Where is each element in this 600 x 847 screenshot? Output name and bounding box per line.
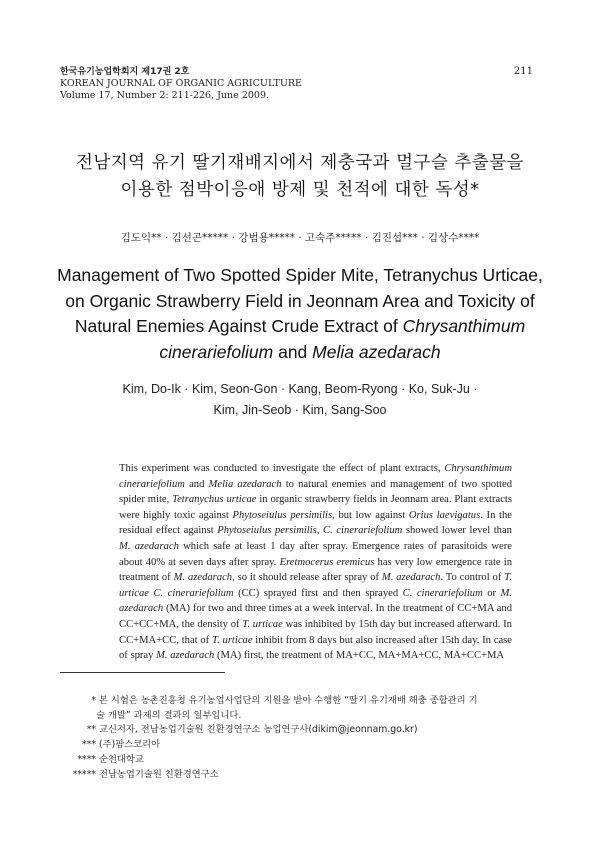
title-korean-line-1: 전남지역 유기 딸기재배지에서 제충국과 멀구슬 추출물을: [75, 153, 525, 173]
footnote-text-continued: 술 개발” 과제의 결과의 일부입니다.: [96, 709, 242, 721]
title-english: [30, 263, 570, 365]
abstract-text: . In the residual effect against: [119, 509, 512, 537]
abstract-text: This experiment was conducted to investigate the effect of plant extracts,: [119, 463, 445, 474]
footnote-text: 전남농업기술원 친환경연구소: [98, 768, 219, 780]
abstract-text: or: [482, 587, 501, 599]
authors-english: [60, 379, 540, 421]
authors-english-line-2: Kim, Jin-Seob · Kim, Sang-Soo: [213, 403, 387, 417]
abstract-text: showed lower level than: [402, 525, 512, 537]
footnote-1: [60, 694, 530, 723]
title-english-line-4: [30, 340, 570, 366]
authors-korean: 김도익** · 김선곤***** · 강범용***** · 고숙주***** · 김진섭*** · 김상수****: [120, 232, 480, 244]
footnote-text: 교신저자, 전남농업기술원 친환경연구소 농업연구사(dikim@jeonnam.go.kr): [98, 724, 418, 736]
abstract-species: Eretmocerus eremicus: [279, 556, 375, 568]
abstract-text: to natural enemies and management of two spotted spider mite,: [119, 478, 512, 506]
title-species: cinerariefolium: [159, 341, 274, 362]
abstract-species: M. azedarach: [381, 572, 441, 584]
abstract-species: C. cinerariefolium: [402, 587, 483, 599]
title-english-line-1: Management of Two Spotted Spider Mite, Tetranychus Urticae,: [57, 265, 543, 285]
journal-name-kr: 한국유기농업학회지 제17권 2호: [60, 67, 190, 77]
footnote-mark: ****: [77, 753, 96, 765]
abstract-text: (MA) first, the treatment of MA+CC, MA+MA+CC, MA+CC+MA: [214, 650, 505, 662]
abstract-text: and: [184, 478, 209, 490]
abstract-text: inhibit from 8 days but also increased after 15th day. In case of spray: [119, 634, 512, 662]
abstract-text: which safe at least 1 day after spray. Emergence rates of parasitoids were about 40% at seven days after spray.: [119, 540, 512, 568]
footnote-divider: [60, 672, 225, 673]
abstract-species: M. azedarach: [173, 572, 233, 584]
title-species: Chrysanthimum: [402, 316, 526, 336]
abstract-text: was inhibited by 15th day but increased afterward. In CC+MA+CC, that of: [119, 618, 512, 646]
authors-english-line-1: Kim, Do-Ik · Kim, Seon-Gon · Kang, Beom-Ryong · Ko, Suk-Ju ·: [122, 382, 478, 396]
abstract-text: in organic strawberry fields in Jeonnam area. Plant extracts were highly toxic against: [119, 494, 512, 521]
abstract-text: , but low against: [332, 509, 409, 521]
title-species: Melia azedarach: [312, 341, 441, 362]
abstract-text: (CC) sprayed first and then sprayed: [233, 587, 403, 599]
title-english-line-2: on Organic Strawberry Field in Jeonnam Area and Toxicity of: [65, 290, 535, 311]
footnote-text: 순천대학교: [98, 753, 144, 765]
footnote-3: [60, 738, 530, 753]
abstract-species: Phytoseiulus persimilis, C. cinerariefolium: [217, 525, 403, 537]
abstract-species: M. azedarach: [119, 587, 512, 615]
page-number: 211: [513, 66, 533, 77]
footnote-2: [60, 723, 530, 738]
abstract-species: M. azedarach: [119, 540, 179, 552]
abstract-species: M. azedarach: [156, 650, 215, 662]
abstract-species: Chrysanthimum cinerariefolium: [119, 463, 512, 490]
journal-issue: Volume 17, Number 2: 211-226, June 2009.: [60, 90, 270, 101]
footnote-mark: *****: [72, 768, 96, 780]
abstract-species: Phytoseiulus persimilis: [232, 509, 333, 521]
title-korean: [40, 150, 560, 204]
abstract-text: . To control of: [440, 572, 505, 584]
footnote-text: (주)팜스코리아: [98, 739, 161, 751]
title-english-line-3: [30, 314, 570, 340]
abstract-species: Melia azedarach: [208, 478, 282, 490]
title-text: and: [273, 341, 313, 362]
footnote-4: [60, 753, 530, 768]
footnote-text: 본 시험은 농촌진흥청 유기농업사업단의 지원을 받아 수행한 “딸기 유기재배 해충 종합관리 기: [98, 695, 478, 706]
abstract-text: has very low emergence rate in treatment of: [119, 556, 512, 584]
abstract-species: T. urticae: [211, 634, 253, 646]
abstract: [119, 461, 512, 664]
footnote-mark: **: [86, 724, 96, 736]
footnotes: [60, 694, 530, 782]
title-text: Natural Enemies Against Crude Extract of: [74, 316, 403, 336]
footnote-5: [60, 768, 530, 783]
abstract-species: T. urticae: [242, 618, 283, 630]
journal-header: [60, 66, 302, 102]
abstract-text: (MA) for two and three times at a week interval. In the treatment of CC+MA and CC+CC+MA, the density of: [119, 603, 512, 630]
abstract-species: T. urticae C. cinerariefolium: [119, 572, 513, 599]
footnote-mark: ***: [82, 739, 96, 751]
abstract-text: , so it should release after spray of: [232, 572, 382, 584]
footnote-mark: *: [91, 695, 96, 706]
title-korean-line-2: 이용한 점박이응애 방제 및 천적에 대한 독성*: [120, 180, 480, 200]
abstract-species: Orius laevigatus: [408, 509, 481, 521]
journal-name-en: KOREAN JOURNAL OF ORGANIC AGRICULTURE: [60, 78, 302, 89]
abstract-species: Tetranychus urticae: [172, 494, 257, 506]
